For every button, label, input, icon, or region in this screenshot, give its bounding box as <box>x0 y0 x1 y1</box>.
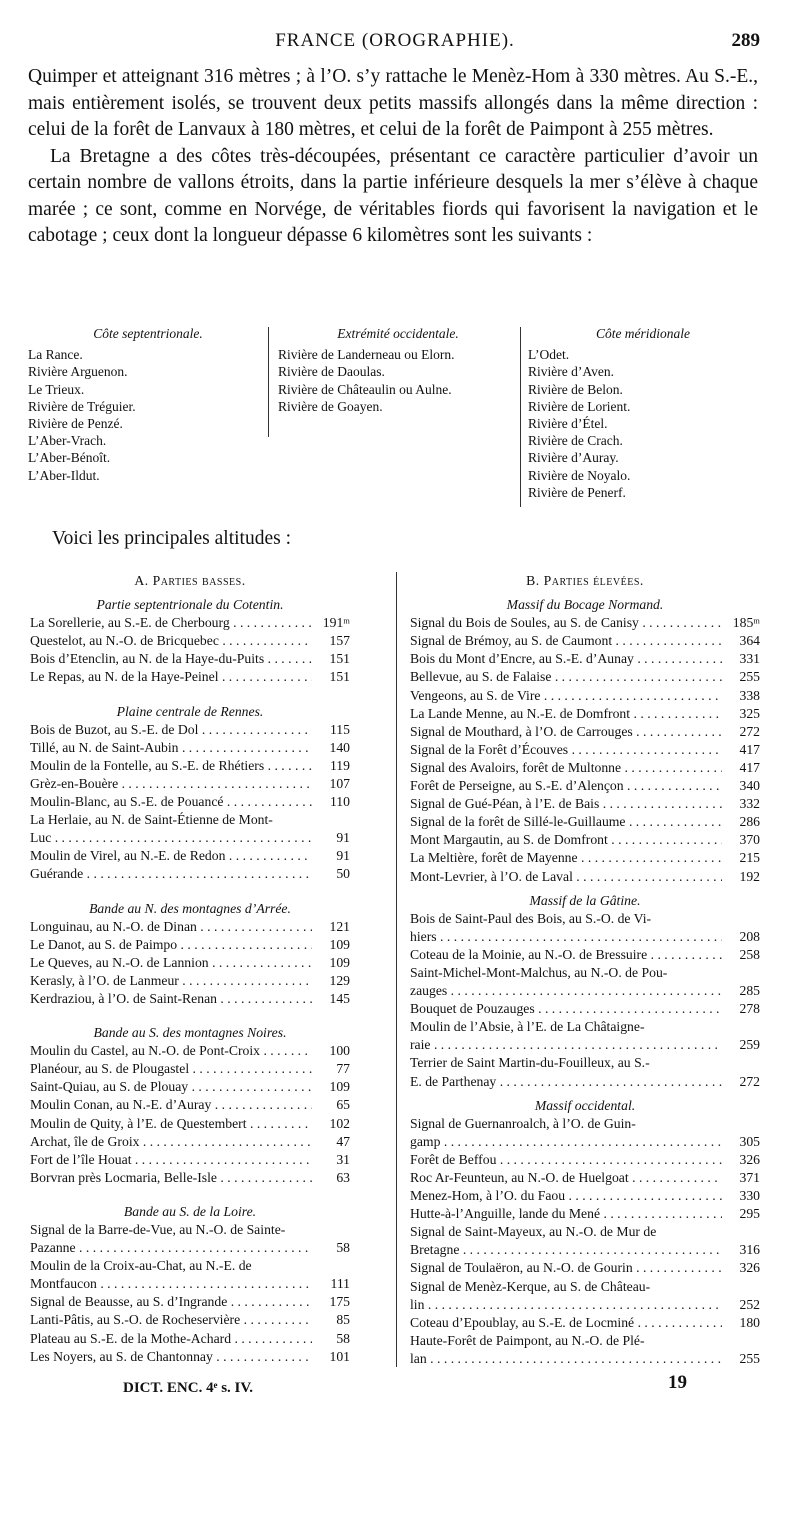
fjord-item: Rivière de Noyalo. <box>528 467 631 483</box>
altitude-value: 151 <box>329 651 350 667</box>
place-name: lin . . . <box>410 1296 722 1314</box>
place-name: Moulin de l’Absie, à l’E. de La Châtaigne- <box>410 1019 645 1035</box>
altitude-row <box>30 739 350 757</box>
altitude-row <box>410 614 760 632</box>
altitude-row <box>410 1205 760 1223</box>
altitude-value: 110 <box>329 794 350 810</box>
altitude-row <box>410 650 760 668</box>
altitude-row <box>30 1348 350 1366</box>
altitude-row <box>30 1060 350 1078</box>
page-title: FRANCE (OROGRAPHIE). <box>275 30 515 51</box>
place-name: Montfaucon . . . <box>30 1275 312 1293</box>
altitude-row <box>410 964 760 982</box>
altitude-row <box>410 1018 760 1036</box>
altitude-value <box>722 1115 760 1133</box>
footer-sheet-number: 19 <box>668 1372 687 1393</box>
place-name: Grèz-en-Bouère . . . <box>30 775 312 793</box>
place-name: Signal des Avaloirs, forêt de Multonne . . . <box>410 759 722 777</box>
altitude-value: 107 <box>329 775 350 791</box>
place-name: Lanti-Pâtis, au S.-O. de Rocheservière . . . <box>30 1311 312 1329</box>
column-heading: Côte septentrionale. <box>93 326 203 341</box>
altitude-value: 340 <box>739 778 760 794</box>
altitude-value <box>722 1223 760 1241</box>
place-name: Longuinau, au N.-O. de Dinan . . . <box>30 918 312 936</box>
altitude-row <box>410 668 760 686</box>
altitude-value: 326 <box>739 1151 760 1167</box>
fjord-item: Rivière d’Auray. <box>528 450 619 466</box>
altitude-row <box>30 1311 350 1329</box>
page-header <box>30 30 760 56</box>
altitude-value: 417 <box>739 759 760 775</box>
altitude-value: 370 <box>739 832 760 848</box>
altitude-row <box>410 741 760 759</box>
altitude-value: 109 <box>329 936 350 952</box>
place-name: E. de Parthenay . . . <box>410 1073 722 1091</box>
altitude-row <box>410 982 760 1000</box>
altitude-value <box>722 1278 760 1296</box>
group-spacer <box>30 884 350 894</box>
altitude-row <box>410 1241 760 1259</box>
altitude-value: 58 <box>336 1330 350 1346</box>
place-name: Saint-Quiau, au S. de Plouay . . . <box>30 1078 312 1096</box>
group-title: Massif occidental. <box>534 1097 636 1113</box>
fjords-table <box>28 325 758 515</box>
altitude-value: 145 <box>329 990 350 1006</box>
place-name: lan . . . <box>410 1350 722 1368</box>
group-spacer <box>30 1008 350 1018</box>
fjord-item: L’Aber-Bénoît. <box>28 450 111 466</box>
altitude-value: 255 <box>739 669 760 685</box>
altitudes-high <box>410 572 760 1368</box>
altitude-value: 295 <box>739 1206 760 1222</box>
fjord-item: Rivière d’Étel. <box>528 416 608 432</box>
altitude-row <box>30 936 350 954</box>
intro-paragraph-2: La Bretagne a des côtes très-découpées, présentant ce caractère particulier d’avoir un certain nombre de vallons étroits, dans la partie inférieure desquels la mer s’élève à chaque marée ; ce sont, comme en Norvége, de véritables fiords qui favorisent la navigation et le cabotage ; ceux dont la longueur dépasse 6 kilomètres sont les suivants : <box>28 145 758 246</box>
column-divider <box>520 327 521 507</box>
altitude-value: 215 <box>739 850 760 866</box>
place-name: La Lande Menne, au N.-E. de Domfront . . . <box>410 705 722 723</box>
altitude-value: 272 <box>739 723 760 739</box>
place-name: Borvran près Locmaria, Belle-Isle . . . <box>30 1169 312 1187</box>
place-name: Moulin-Blanc, au S.-E. de Pouancé . . . <box>30 793 312 811</box>
altitude-row <box>30 811 350 829</box>
altitude-row <box>410 1115 760 1133</box>
altitude-value: 208 <box>739 928 760 944</box>
fjord-item: Le Trieux. <box>28 381 85 397</box>
altitude-row <box>410 1169 760 1187</box>
altitude-row <box>410 632 760 650</box>
place-name: Le Queves, au N.-O. de Lannion . . . <box>30 954 312 972</box>
fjord-item: Rivière de Lorient. <box>528 398 631 414</box>
altitude-value <box>312 1221 350 1239</box>
altitude-value: 252 <box>739 1296 760 1312</box>
fjord-item: La Rance. <box>28 347 83 363</box>
altitude-row <box>410 1223 760 1241</box>
altitude-value: 63 <box>336 1169 350 1185</box>
altitude-value: 111 <box>330 1276 350 1292</box>
place-name: Bellevue, au S. de Falaise . . . <box>410 668 722 686</box>
fjord-item: L’Aber-Vrach. <box>28 433 107 449</box>
place-name: Forêt de Beffou . . . <box>410 1151 722 1169</box>
altitude-value: 371 <box>739 1170 760 1185</box>
fjord-item: Rivière de Penerf. <box>528 484 626 500</box>
altitude-value: 255 <box>739 1350 760 1366</box>
altitude-value: 91 <box>336 848 350 864</box>
place-name: Haute-Forêt de Paimpont, au N.-O. de Plé- <box>410 1332 645 1348</box>
place-name: Coteau d’Epoublay, au S.-E. de Locminé . . . <box>410 1314 722 1332</box>
place-name: Signal du Bois de Soules, au S. de Canisy . . . <box>410 614 722 632</box>
place-name: Moulin du Castel, au N.-O. de Pont-Croix . . . <box>30 1042 312 1060</box>
column-heading: Côte méridionale <box>595 326 691 341</box>
place-name: Signal de Gué-Péan, à l’E. de Bais . . . <box>410 795 722 813</box>
altitude-row <box>410 1036 760 1054</box>
fjord-item: Rivière de Belon. <box>528 381 623 397</box>
altitude-value: 100 <box>329 1043 350 1059</box>
altitude-row <box>410 795 760 813</box>
fjord-item: Rivière Arguenon. <box>28 364 128 380</box>
place-name: La Sorellerie, au S.-E. de Cherbourg . . . <box>30 614 312 632</box>
altitude-row <box>410 1350 760 1368</box>
place-name: Moulin Conan, au N.-E. d’Auray . . . <box>30 1096 312 1114</box>
altitude-row <box>410 687 760 705</box>
place-name: Signal de Mouthard, à l’O. de Carrouges . . . <box>410 723 722 741</box>
altitude-value: 115 <box>329 721 350 737</box>
altitude-row <box>30 1275 350 1293</box>
altitude-value: 58 <box>336 1240 350 1256</box>
fjord-column-west <box>278 325 518 415</box>
group-title: Bande au N. des montagnes d’Arrée. <box>89 900 291 916</box>
altitude-row <box>410 849 760 867</box>
altitude-value: 191ᵐ <box>322 615 350 631</box>
altitudes-low <box>30 572 350 1366</box>
altitude-value: 417 <box>739 741 760 757</box>
altitude-row <box>30 1169 350 1187</box>
altitude-row <box>410 831 760 849</box>
altitude-row <box>30 918 350 936</box>
place-name: Signal de Brémoy, au S. de Caumont . . . <box>410 632 722 650</box>
altitude-row <box>410 928 760 946</box>
place-name: Bretagne . . . <box>410 1241 722 1259</box>
altitude-row <box>410 1151 760 1169</box>
altitude-value: 77 <box>336 1061 350 1077</box>
altitude-value <box>722 1054 760 1072</box>
place-name: hiers . . . <box>410 928 722 946</box>
altitude-row <box>410 1332 760 1350</box>
place-name: Archat, île de Groix . . . <box>30 1133 312 1151</box>
place-name: Planéour, au S. de Plougastel . . . <box>30 1060 312 1078</box>
altitude-row <box>30 1042 350 1060</box>
altitude-row <box>30 632 350 650</box>
altitude-row <box>410 868 760 886</box>
altitude-value: 47 <box>336 1133 350 1149</box>
altitude-value: 102 <box>329 1115 350 1131</box>
altitude-value: 332 <box>739 796 760 812</box>
altitude-value: 151 <box>329 669 350 685</box>
group-title: Bande au S. des montagnes Noires. <box>93 1025 287 1041</box>
column-heading: Extrémité occidentale. <box>337 326 459 341</box>
altitude-row <box>30 1293 350 1311</box>
altitude-value <box>312 811 350 829</box>
place-name: Moulin de la Fontelle, au S.-E. de Rhétiers . . . <box>30 757 312 775</box>
altitude-value: 31 <box>336 1151 350 1167</box>
place-name: Bois d’Etenclin, au N. de la Haye-du-Puits . . . <box>30 650 312 668</box>
intro-text <box>28 64 758 250</box>
altitude-row <box>30 614 350 632</box>
place-name: Coteau de la Moinie, au N.-O. de Bressuire . . . <box>410 946 722 964</box>
altitude-value: 258 <box>739 946 760 962</box>
place-name: Roc Ar-Feunteun, au N.-O. de Huelgoat . . . <box>410 1169 722 1187</box>
altitude-row <box>410 910 760 928</box>
fjord-item: Rivière de Daoulas. <box>278 364 385 380</box>
altitude-row <box>30 775 350 793</box>
place-name: Tillé, au N. de Saint-Aubin . . . <box>30 739 312 757</box>
altitude-row <box>410 1314 760 1332</box>
place-name: Menez-Hom, à l’O. du Faou . . . <box>410 1187 722 1205</box>
altitude-row <box>410 1000 760 1018</box>
altitude-row <box>30 1096 350 1114</box>
altitude-row <box>30 990 350 1008</box>
place-name: Signal de la Barre-de-Vue, au N.-O. de Sainte- <box>30 1222 286 1237</box>
place-name: Signal de la forêt de Sillé-le-Guillaume . . . <box>410 813 722 831</box>
place-name: Forêt de Perseigne, au S.-E. d’Alençon . . . <box>410 777 722 795</box>
altitude-value: 192 <box>739 868 760 884</box>
altitude-value: 330 <box>739 1188 760 1204</box>
place-name: Terrier de Saint Martin-du-Fouilleux, au S.- <box>410 1055 650 1071</box>
altitude-row <box>30 1151 350 1169</box>
altitude-value: 109 <box>329 954 350 970</box>
fjord-column-north <box>28 325 268 484</box>
group-title: Plaine centrale de Rennes. <box>116 703 264 719</box>
group-title: Bande au S. de la Loire. <box>123 1203 257 1219</box>
place-name: Questelot, au N.-O. de Bricquebec . . . <box>30 632 312 650</box>
place-name: Signal de Saint-Mayeux, au N.-O. de Mur de <box>410 1224 657 1240</box>
place-name: Moulin de la Croix-au-Chat, au N.-E. de <box>30 1258 252 1274</box>
place-name: Luc . . . <box>30 829 312 847</box>
place-name: Saint-Michel-Mont-Malchus, au N.-O. de Pou- <box>410 964 668 980</box>
altitude-value: 259 <box>739 1037 760 1053</box>
place-name: Hutte-à-l’Anguille, lande du Mené . . . <box>410 1205 722 1223</box>
place-name: Les Noyers, au S. de Chantonnay . . . <box>30 1348 312 1366</box>
place-name: Signal de Beausse, au S. d’Ingrande . . . <box>30 1293 312 1311</box>
altitude-value: 157 <box>329 633 350 649</box>
altitudes-intro: Voici les principales altitudes : <box>52 528 292 549</box>
altitude-value: 140 <box>329 739 350 755</box>
altitude-value: 364 <box>739 633 760 649</box>
altitude-row <box>30 972 350 990</box>
altitude-value: 325 <box>739 705 760 721</box>
altitude-row <box>410 777 760 795</box>
altitude-row <box>30 1115 350 1133</box>
altitude-value: 305 <box>739 1133 760 1149</box>
place-name: Signal de Menèz-Kerque, au S. de Château- <box>410 1278 651 1294</box>
altitude-value: 338 <box>739 687 760 703</box>
altitude-row <box>410 1073 760 1091</box>
fjord-item: Rivière d’Aven. <box>528 364 614 380</box>
place-name: La Herlaie, au N. de Saint-Étienne de Mont- <box>30 812 273 828</box>
altitude-row <box>30 1257 350 1275</box>
altitude-row <box>410 1259 760 1277</box>
altitude-row <box>30 1078 350 1096</box>
altitude-value: 331 <box>739 651 760 667</box>
altitude-value: 175 <box>329 1294 350 1310</box>
altitude-value <box>312 1257 350 1275</box>
place-name: Vengeons, au S. de Vire . . . <box>410 687 722 705</box>
altitude-value: 121 <box>329 918 350 934</box>
altitude-value: 91 <box>336 830 350 846</box>
altitude-value: 119 <box>329 757 350 773</box>
altitude-value: 65 <box>336 1097 350 1113</box>
place-name: Signal de Guernanroalch, à l’O. de Guin- <box>410 1115 636 1131</box>
altitude-row <box>30 650 350 668</box>
altitude-row <box>30 1221 350 1239</box>
altitude-row <box>30 721 350 739</box>
altitude-row <box>410 946 760 964</box>
altitude-row <box>30 757 350 775</box>
fjord-item: L’Odet. <box>528 347 570 363</box>
altitude-row <box>30 668 350 686</box>
altitude-row <box>410 813 760 831</box>
place-name: Bouquet de Pouzauges . . . <box>410 1000 722 1018</box>
column-divider <box>396 572 397 1367</box>
fjord-item: L’Aber-Ildut. <box>28 467 100 483</box>
place-name: Moulin de Quity, à l’E. de Questembert . . . <box>30 1115 312 1133</box>
altitude-row <box>30 1133 350 1151</box>
fjord-item: Rivière de Goayen. <box>278 398 383 414</box>
place-name: Signal de Toulaëron, au N.-O. de Gourin . . . <box>410 1259 722 1277</box>
altitude-row <box>30 865 350 883</box>
altitude-row <box>30 793 350 811</box>
column-divider <box>268 327 269 437</box>
altitude-value: 180 <box>739 1314 760 1330</box>
altitude-row <box>410 1296 760 1314</box>
altitude-value: 326 <box>739 1260 760 1276</box>
fjord-item: Rivière de Châteaulin ou Aulne. <box>278 381 452 397</box>
fjord-item: Rivière de Landerneau ou Elorn. <box>278 347 455 363</box>
altitude-value: 85 <box>336 1312 350 1328</box>
place-name: Le Danot, au S. de Paimpo . . . <box>30 936 312 954</box>
footer-signature: DICT. ENC. 4ᵉ s. IV. <box>123 1380 254 1396</box>
group-spacer <box>30 1187 350 1197</box>
altitude-value: 278 <box>739 1001 760 1017</box>
group-title: Massif de la Gâtine. <box>529 892 641 908</box>
altitude-value: 101 <box>329 1348 350 1364</box>
altitude-row <box>410 759 760 777</box>
altitude-row <box>410 1278 760 1296</box>
place-name: Mont-Levrier, à l’O. de Laval . . . <box>410 868 722 886</box>
altitude-row <box>410 705 760 723</box>
altitude-row <box>410 723 760 741</box>
intro-paragraph-1: Quimper et atteignant 316 mètres ; à l’O. s’y rattache le Menèz-Hom à 330 mètres. Au S.-E., mais entièrement isolés, se trouvent deux petits massifs allongés dans la même direction : celui de la forêt de Lanvaux à 180 mètres, et celui de la forêt de Paimpont à 255 mètres. <box>28 66 758 140</box>
place-name: Le Repas, au N. de la Haye-Peinel . . . <box>30 668 312 686</box>
altitude-value: 316 <box>739 1242 760 1258</box>
altitude-row <box>410 1054 760 1072</box>
place-name: Bois de Buzot, au S.-E. de Dol . . . <box>30 721 312 739</box>
place-name: Bois de Saint-Paul des Bois, au S.-O. de Vi- <box>410 910 652 926</box>
altitude-value: 285 <box>739 983 760 999</box>
altitude-row <box>30 829 350 847</box>
altitude-value: 286 <box>739 814 760 830</box>
altitude-value <box>722 964 760 982</box>
altitude-row <box>30 1330 350 1348</box>
group-title: Partie septentrionale du Cotentin. <box>96 597 284 613</box>
fjord-item: Rivière de Tréguier. <box>28 398 136 414</box>
altitude-value <box>722 910 760 928</box>
section-heading: A. Parties basses. <box>134 573 246 588</box>
place-name: Bois du Mont d’Encre, au S.-E. d’Aunay . . . <box>410 650 722 668</box>
altitude-row <box>410 1187 760 1205</box>
place-name: Kerdraziou, à l’O. de Saint-Renan . . . <box>30 990 312 1008</box>
place-name: zauges . . . <box>410 982 722 1000</box>
place-name: Mont Margautin, au S. de Domfront . . . <box>410 831 722 849</box>
page-number: 289 <box>731 30 760 51</box>
altitude-value <box>722 1018 760 1036</box>
altitude-value: 129 <box>329 972 350 988</box>
place-name: La Meltière, forêt de Mayenne . . . <box>410 849 722 867</box>
place-name: Plateau au S.-E. de la Mothe-Achard . . . <box>30 1330 312 1348</box>
altitude-row <box>410 1133 760 1151</box>
section-heading: B. Parties élevées. <box>526 573 644 588</box>
place-name: gamp . . . <box>410 1133 722 1151</box>
altitude-value: 185ᵐ <box>732 615 760 631</box>
altitude-row <box>30 954 350 972</box>
place-name: raie . . . <box>410 1036 722 1054</box>
altitude-value <box>722 1332 760 1350</box>
altitude-row <box>30 847 350 865</box>
altitude-row <box>30 1239 350 1257</box>
fjord-item: Rivière de Crach. <box>528 433 623 449</box>
place-name: Fort de l’île Houat . . . <box>30 1151 312 1169</box>
place-name: Moulin de Virel, au N.-E. de Redon . . . <box>30 847 312 865</box>
group-title: Massif du Bocage Normand. <box>506 597 664 613</box>
place-name: Pazanne . . . <box>30 1239 312 1257</box>
group-spacer <box>30 687 350 697</box>
altitude-value: 109 <box>329 1079 350 1095</box>
place-name: Signal de la Forêt d’Écouves . . . <box>410 741 722 759</box>
place-name: Guérande . . . <box>30 865 312 883</box>
altitude-value: 272 <box>739 1073 760 1089</box>
place-name: Kerasly, à l’O. de Lanmeur . . . <box>30 972 312 990</box>
fjord-column-south <box>528 325 758 501</box>
fjord-item: Rivière de Penzé. <box>28 416 123 432</box>
altitude-value: 50 <box>336 866 350 882</box>
